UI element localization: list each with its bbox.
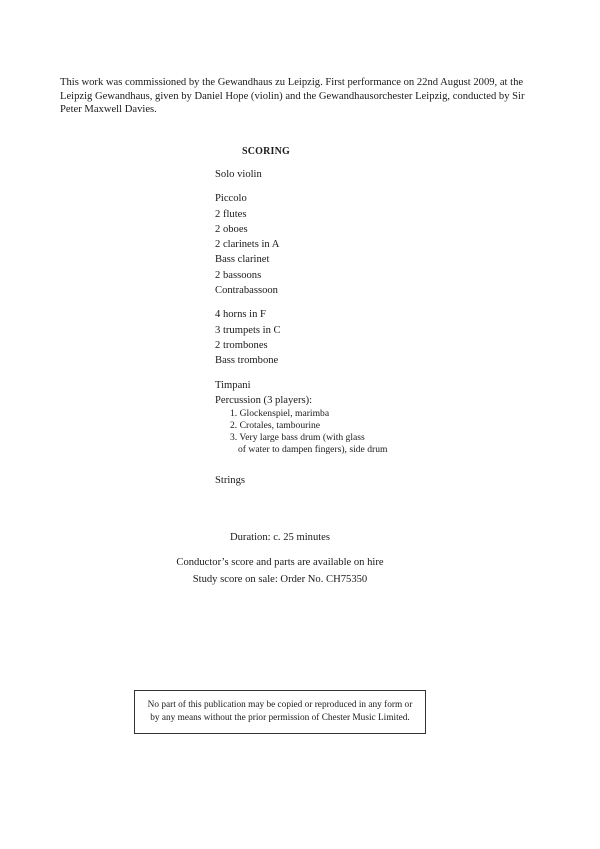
percussion-player: 1. Glockenspiel, marimba — [230, 408, 330, 420]
percussion-players — [215, 408, 515, 456]
duration: Duration: c. 25 minutes — [229, 532, 331, 543]
copyright-notice-text: No part of this publication may be copied or reproduced in any form or by any means without the prior permission of Chester Music Limited. — [147, 700, 413, 723]
percussion-player: 3. Very large bass drum (with glass — [230, 432, 365, 444]
instrument: Piccolo — [215, 193, 247, 205]
woodwind-group — [215, 191, 515, 298]
percussion-group — [215, 378, 515, 409]
instrument: 4 horns in F — [215, 309, 266, 321]
instrument: Solo violin — [215, 169, 262, 180]
instrument: 2 oboes — [215, 223, 248, 235]
instrument: 2 flutes — [215, 208, 247, 220]
instrument: Timpani — [215, 379, 251, 391]
instrument: Bass trombone — [215, 355, 279, 367]
instrument: 2 bassoons — [215, 269, 262, 281]
solo-group — [215, 167, 515, 182]
scoring-list — [215, 167, 515, 488]
instrument: 2 clarinets in A — [215, 239, 280, 251]
commission-note: This work was commissioned by the Gewandhaus zu Leipzig. First performance on 22nd August 2009, at the Leipzig Gewandhaus, given by Daniel Hope (violin) and the Gewandhausorchester Leipzig, conducted by Sir Peter Maxwell Davies. — [60, 77, 525, 115]
percussion-label: Percussion (3 players): — [215, 394, 313, 406]
instrument: Bass clarinet — [215, 254, 270, 266]
scoring-heading: SCORING — [241, 146, 291, 157]
percussion-player: 2. Crotales, tambourine — [230, 420, 321, 432]
copyright-notice — [134, 690, 426, 734]
percussion-player-continued: of water to dampen fingers), side drum — [238, 444, 388, 456]
brass-group — [215, 307, 515, 368]
hire-note: Conductor’s score and parts are available on hire — [176, 557, 384, 568]
instrument: 3 trumpets in C — [215, 324, 281, 336]
instrument: Contrabassoon — [215, 285, 278, 297]
instrument: 2 trombones — [215, 339, 268, 351]
strings-group — [215, 473, 515, 488]
study-score-note: Study score on sale: Order No. CH75350 — [192, 574, 368, 585]
instrument: Strings — [215, 475, 246, 487]
